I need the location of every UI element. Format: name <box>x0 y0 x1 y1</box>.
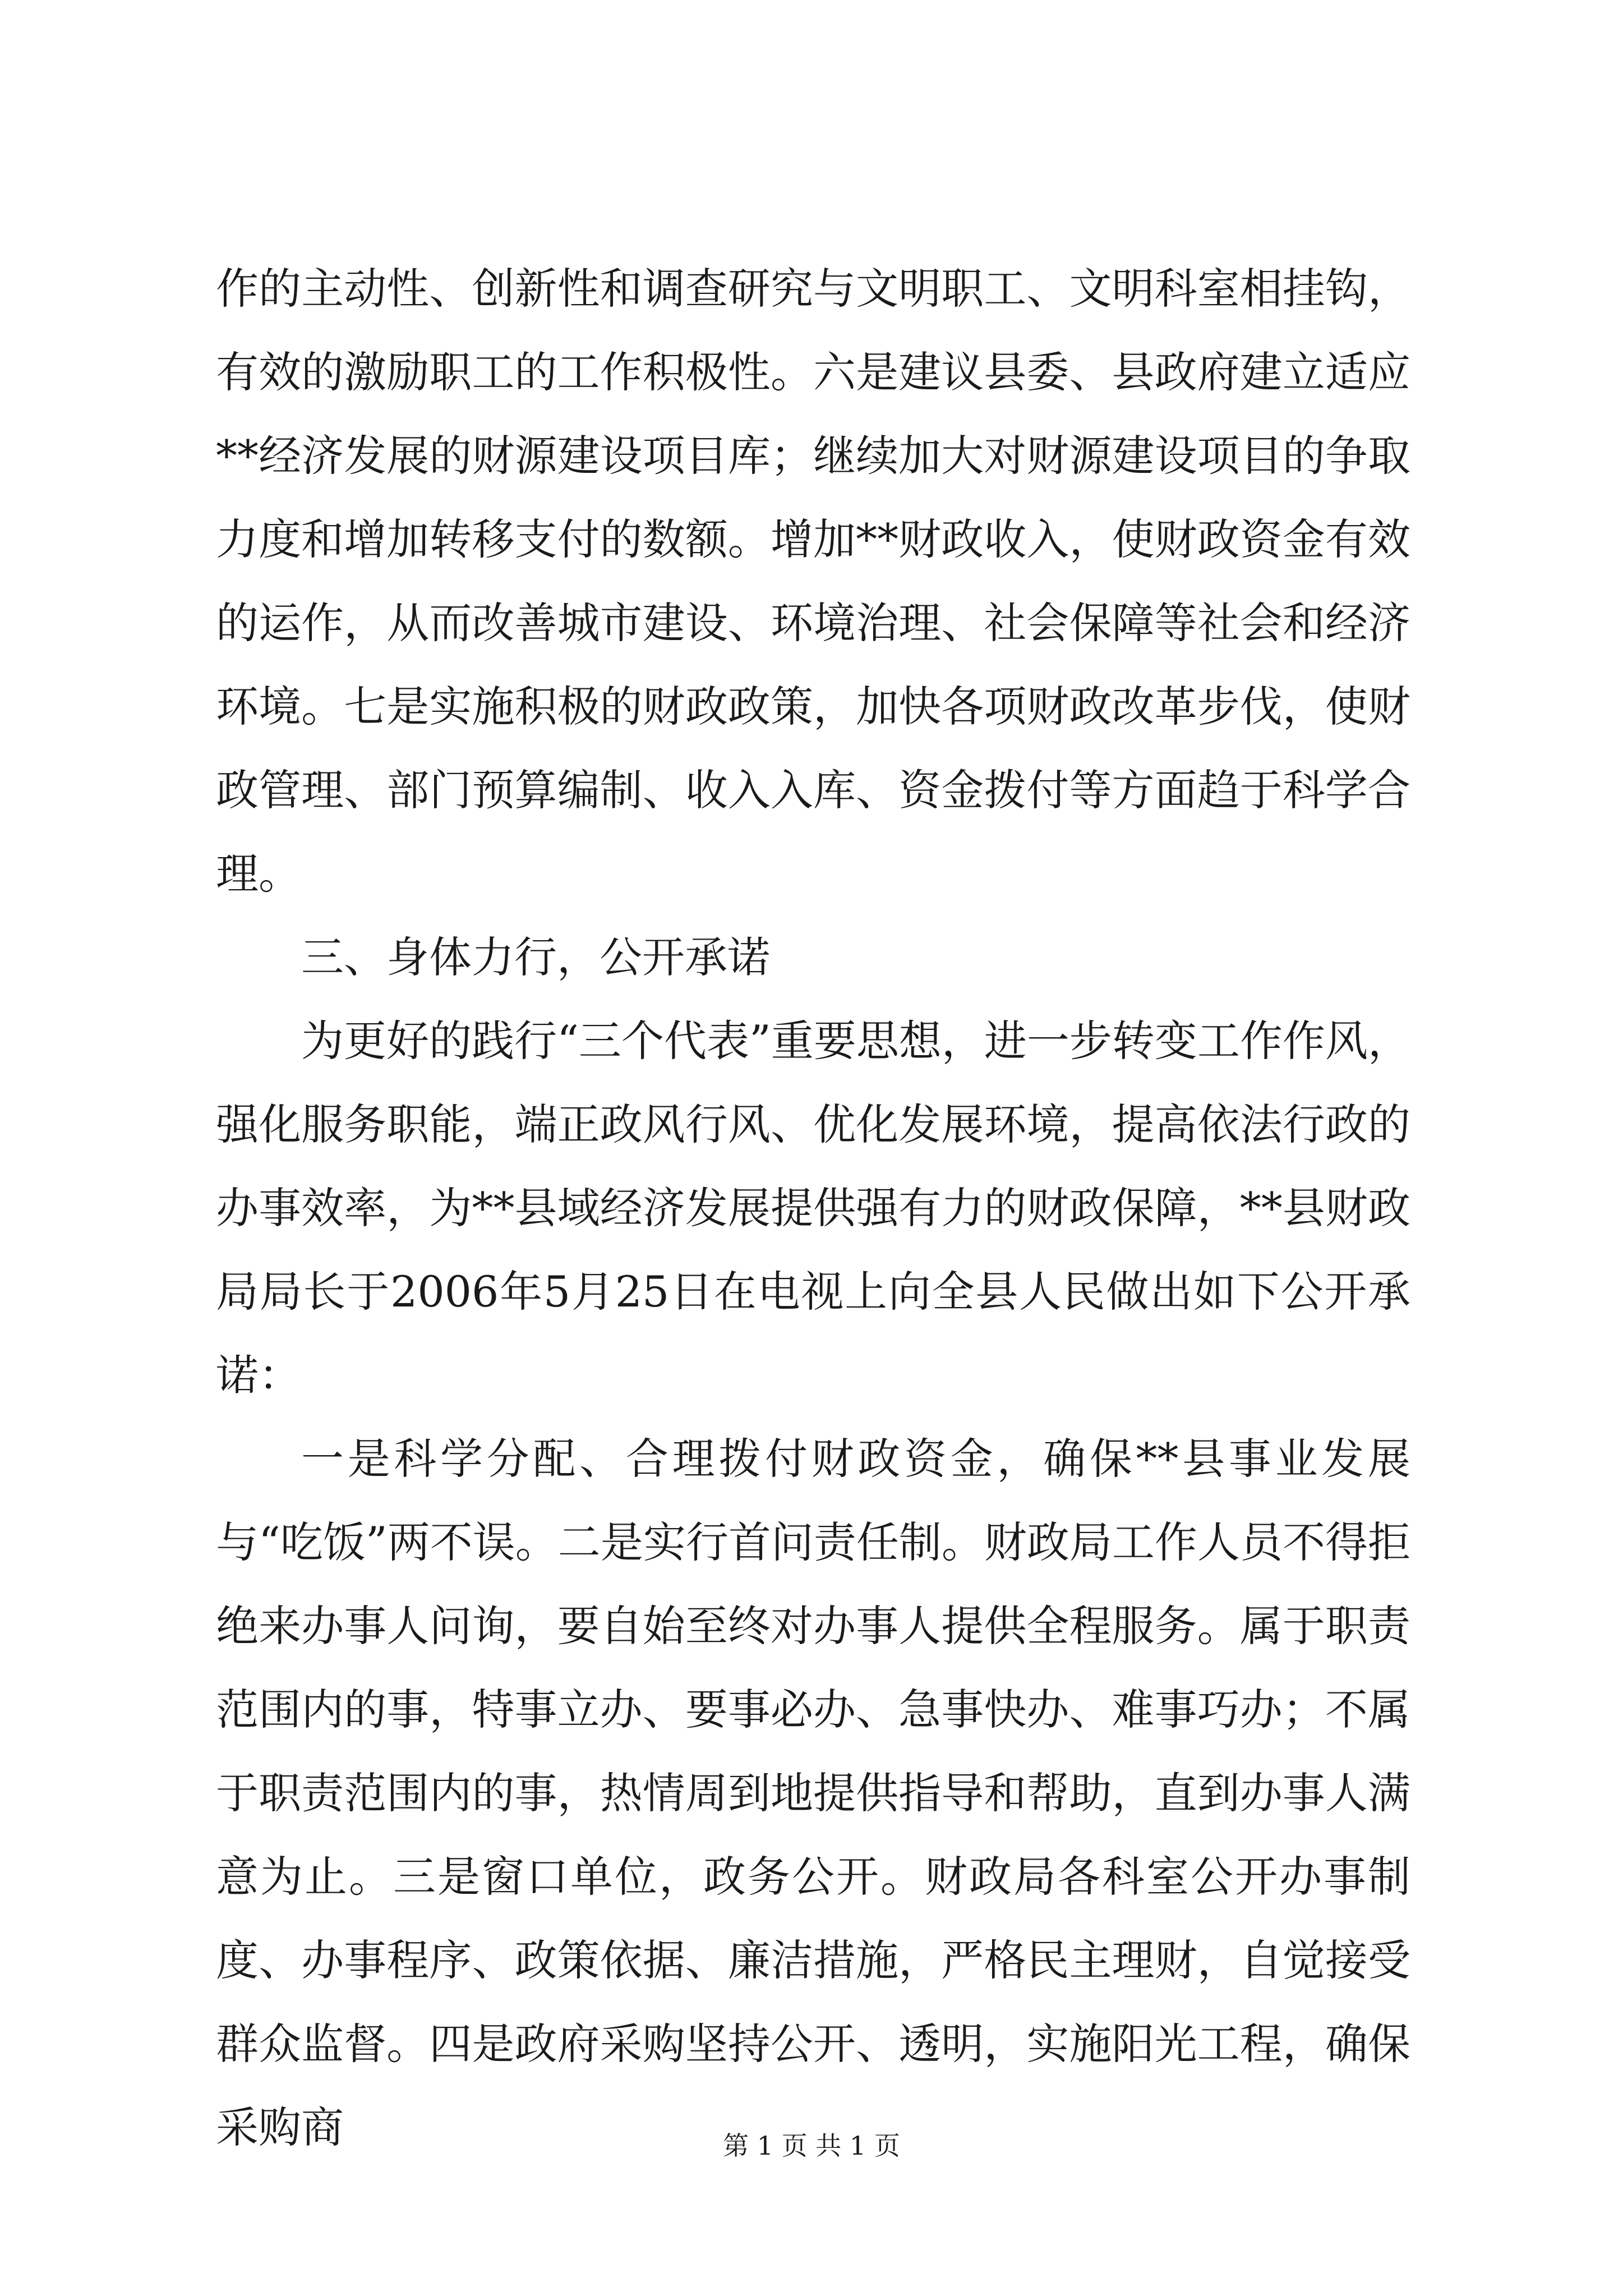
paragraph-2: 为更好的践行“三个代表”重要思想，进一步转变工作作风，强化服务职能，端正政风行风、优化发展环境，提高依法行政的办事效率，为**县域经济发展提供强有力的财政保障，**县财政局局长于2006年5月25日在电视上向全县人民做出如下公开承诺： <box>216 1016 1410 1400</box>
paragraph-3: 一是科学分配、合理拨付财政资金，确保**县事业发展与“吃饭”两不误。二是实行首问责任制。财政局工作人员不得拒绝来办事人问询，要自始至终对办事人提供全程服务。属于职责范围内的事，特事立办、要事必办、急事快办、难事巧办；不属于职责范围内的事，热情周到地提供指导和帮助，直到办事人满意为止。三是窗口单位，政务公开。财政局各科室公开办事制度、办事程序、政策依据、廉洁措施，严格民主理财，自觉接受群众监督。四是政府采购坚持公开、透明，实施阳光工程，确保采购商 <box>216 1434 1410 2152</box>
page-footer: 第 1 页 共 1 页 <box>723 2131 900 2161</box>
section-heading: 三、身体力行，公开承诺 <box>301 932 770 982</box>
document-body <box>216 247 1410 2169</box>
paragraph-1: 作的主动性、创新性和调查研究与文明职工、文明科室相挂钩，有效的激励职工的工作积极性。六是建议县委、县政府建立适应**经济发展的财源建设项目库；继续加大对财源建设项目的争取力度和增加转移支付的数额。增加**财政收入，使财政资金有效的运作，从而改善城市建设、环境治理、社会保障等社会和经济环境。七是实施积极的财政政策，加快各项财政改革步伐，使财政管理、部门预算编制、收入入库、资金拨付等方面趋于科学合理。 <box>216 264 1410 899</box>
